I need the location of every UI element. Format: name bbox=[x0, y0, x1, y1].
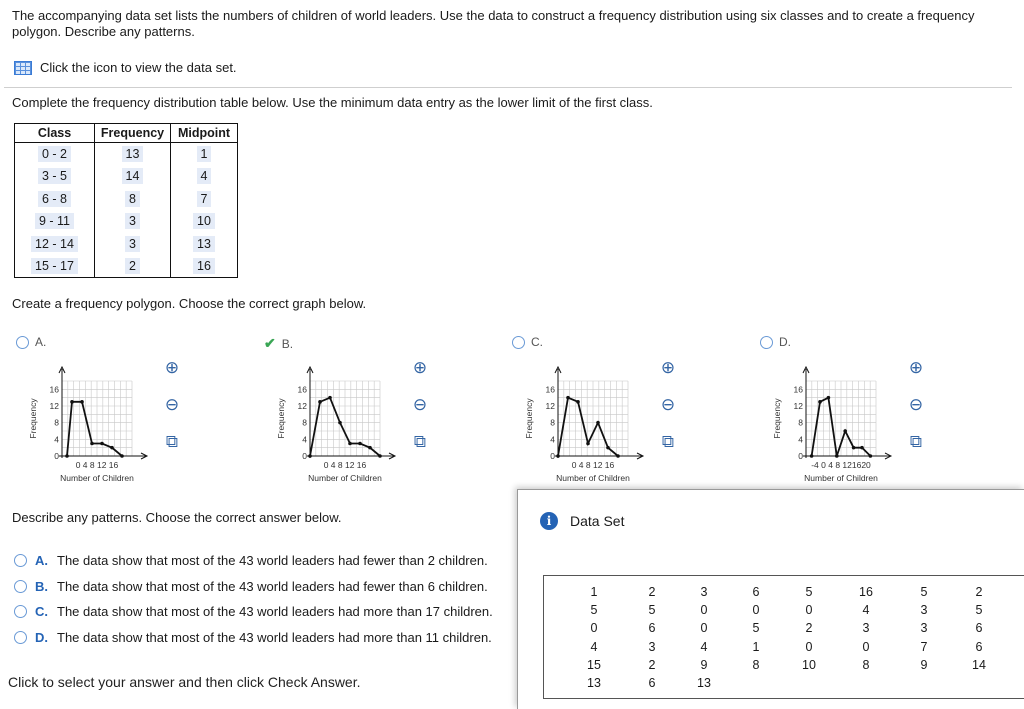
radio-button[interactable] bbox=[512, 336, 525, 349]
cell-value: 10 bbox=[193, 213, 215, 229]
data-column bbox=[848, 583, 884, 692]
polygon-point bbox=[835, 454, 839, 458]
polygon-point bbox=[110, 446, 114, 450]
polygon-point bbox=[65, 454, 69, 458]
data-value: 2 bbox=[975, 585, 983, 599]
zoom-out-icon[interactable]: ⊖ bbox=[908, 395, 924, 414]
table-cell-class bbox=[15, 233, 95, 256]
cell-value: 15 - 17 bbox=[31, 258, 78, 274]
y-tick-label: 12 bbox=[297, 401, 307, 411]
data-value: 6 bbox=[975, 621, 983, 636]
view-dataset-link[interactable] bbox=[14, 60, 237, 75]
table-row bbox=[15, 210, 238, 233]
y-tick-label: 0 bbox=[798, 451, 803, 461]
cell-value: 2 bbox=[125, 258, 140, 274]
data-value bbox=[961, 674, 997, 692]
zoom-in-icon[interactable]: ⊕ bbox=[660, 358, 676, 377]
data-value: 9 bbox=[920, 657, 928, 672]
data-value: 0 bbox=[862, 639, 870, 654]
answer-letter: D. bbox=[35, 629, 48, 645]
table-cell-class bbox=[15, 255, 95, 278]
answer-choices bbox=[14, 548, 493, 650]
y-tick-label: 16 bbox=[49, 384, 59, 395]
y-tick-label: 0 bbox=[550, 451, 555, 461]
table-cell-freq[interactable] bbox=[95, 233, 171, 256]
data-value: 5 bbox=[975, 603, 983, 618]
y-tick-label: 8 bbox=[550, 417, 555, 428]
polygon-point bbox=[120, 454, 124, 458]
data-value: 16 bbox=[859, 585, 873, 599]
data-value: 4 bbox=[862, 603, 870, 618]
data-value: 13 bbox=[587, 675, 601, 690]
cell-value: 3 bbox=[125, 213, 140, 229]
radio-button[interactable] bbox=[14, 631, 27, 644]
cell-value: 0 - 2 bbox=[38, 146, 71, 162]
graph-option-a[interactable] bbox=[16, 335, 46, 349]
cell-value: 12 - 14 bbox=[31, 236, 78, 252]
data-column bbox=[906, 583, 942, 692]
table-row bbox=[15, 143, 238, 166]
answer-text: The data show that most of the 43 world leaders had fewer than 6 children. bbox=[57, 578, 488, 594]
radio-button[interactable] bbox=[760, 336, 773, 349]
table-cell-mid[interactable] bbox=[171, 210, 238, 233]
answer-text: The data show that most of the 43 world leaders had fewer than 2 children. bbox=[57, 553, 488, 569]
zoom-out-icon[interactable]: ⊖ bbox=[412, 395, 428, 414]
answer-text: The data show that most of the 43 world leaders had more than 11 children. bbox=[57, 629, 492, 645]
y-tick-label: 0 bbox=[302, 451, 307, 461]
option-letter: C. bbox=[531, 335, 543, 349]
table-cell-freq[interactable] bbox=[95, 210, 171, 233]
data-value: 5 bbox=[752, 621, 760, 636]
header-frequency: Frequency bbox=[95, 124, 171, 143]
y-tick-label: 8 bbox=[54, 417, 59, 428]
table-cell-class bbox=[15, 210, 95, 233]
answer-option-d[interactable] bbox=[14, 625, 493, 651]
data-value bbox=[738, 674, 774, 692]
cell-value: 4 bbox=[197, 168, 212, 184]
data-value: 5 bbox=[805, 585, 813, 599]
open-new-window-icon[interactable]: ⧉ bbox=[165, 432, 179, 451]
table-row bbox=[15, 165, 238, 188]
x-tick-labels: -4 0 4 8 121620 bbox=[811, 460, 871, 470]
cell-value: 14 bbox=[122, 168, 144, 184]
polygon-point bbox=[348, 442, 352, 446]
answer-text: The data show that most of the 43 world leaders had more than 17 children. bbox=[57, 604, 493, 620]
data-value: 3 bbox=[862, 621, 870, 636]
polygon-point bbox=[810, 454, 814, 458]
x-axis-label: Number of Children bbox=[60, 473, 134, 483]
data-value: 6 bbox=[648, 675, 656, 690]
answer-letter: B. bbox=[35, 578, 48, 594]
polygon-point bbox=[586, 442, 590, 446]
footer-instruction: Click to select your answer and then click Check Answer. bbox=[8, 674, 361, 690]
polygon-point bbox=[596, 421, 600, 425]
data-value: 0 bbox=[700, 603, 708, 618]
table-cell-freq[interactable] bbox=[95, 143, 171, 166]
data-value: 8 bbox=[752, 657, 760, 672]
cell-value: 7 bbox=[197, 191, 212, 207]
y-tick-label: 12 bbox=[545, 401, 555, 411]
y-axis-label: Frequency bbox=[772, 398, 782, 439]
polygon-point bbox=[818, 400, 822, 404]
y-tick-label: 12 bbox=[49, 401, 59, 411]
data-value: 1 bbox=[590, 585, 598, 599]
data-value: 4 bbox=[590, 639, 598, 654]
table-cell-freq[interactable] bbox=[95, 165, 171, 188]
x-axis-label: Number of Children bbox=[556, 473, 630, 483]
cell-value: 13 bbox=[122, 146, 144, 162]
graph-option-d[interactable] bbox=[760, 335, 791, 349]
data-value: 8 bbox=[862, 657, 870, 672]
y-axis-label: Frequency bbox=[28, 398, 38, 439]
open-new-window-icon[interactable]: ⧉ bbox=[661, 432, 675, 451]
data-value: 3 bbox=[920, 603, 928, 618]
data-value: 3 bbox=[920, 621, 928, 636]
polygon-point bbox=[358, 442, 362, 446]
data-value: 2 bbox=[648, 657, 656, 672]
polygon-point bbox=[616, 454, 620, 458]
data-value: 6 bbox=[752, 585, 760, 599]
cell-value: 16 bbox=[193, 258, 215, 274]
open-new-window-icon[interactable]: ⧉ bbox=[909, 432, 923, 451]
open-new-window-icon[interactable]: ⧉ bbox=[413, 432, 427, 451]
data-value: 3 bbox=[648, 639, 656, 654]
dataset-link-label: Click the icon to view the data set. bbox=[40, 60, 237, 75]
table-cell-mid[interactable] bbox=[171, 255, 238, 278]
y-tick-label: 4 bbox=[798, 434, 803, 445]
cell-value: 9 - 11 bbox=[35, 213, 74, 229]
check-icon[interactable]: ✔ bbox=[264, 335, 276, 351]
header-midpoint: Midpoint bbox=[171, 124, 238, 143]
y-tick-label: 4 bbox=[302, 434, 307, 445]
data-value: 2 bbox=[648, 585, 656, 599]
x-axis-label: Number of Children bbox=[804, 473, 878, 483]
radio-button[interactable] bbox=[14, 605, 27, 618]
polygon-point bbox=[566, 396, 570, 400]
frequency-polygon-graph bbox=[270, 358, 420, 488]
data-column bbox=[791, 583, 827, 692]
y-tick-label: 8 bbox=[798, 417, 803, 428]
x-tick-labels: 0 4 8 12 16 bbox=[75, 460, 119, 470]
question-text: The accompanying data set lists the numbers of children of world leaders. Use the data to construct a frequency distribution using six classes and to create a frequency polygon. Describe any patterns. bbox=[12, 8, 975, 39]
polygon-point bbox=[368, 446, 372, 450]
data-value: 4 bbox=[700, 639, 708, 654]
data-value: 1 bbox=[752, 639, 760, 654]
graph-option-b[interactable] bbox=[264, 335, 293, 352]
polygon-point bbox=[100, 442, 104, 446]
dataset-popup-header bbox=[540, 512, 624, 530]
info-icon: i bbox=[540, 512, 558, 530]
option-letter: A. bbox=[35, 335, 47, 349]
data-column bbox=[576, 583, 612, 692]
data-value: 15 bbox=[587, 657, 601, 672]
cell-value: 13 bbox=[193, 236, 215, 252]
data-table-icon[interactable] bbox=[14, 61, 32, 75]
polygon-point bbox=[80, 400, 84, 404]
cell-value: 3 bbox=[125, 236, 140, 252]
table-cell-mid[interactable] bbox=[171, 233, 238, 256]
data-value: 0 bbox=[752, 603, 760, 618]
instruction-text: Complete the frequency distribution table below. Use the minimum data entry as the lower limit of the first class. bbox=[12, 95, 653, 110]
data-value bbox=[791, 674, 827, 692]
table-cell-mid[interactable] bbox=[171, 165, 238, 188]
y-tick-label: 0 bbox=[54, 451, 59, 461]
dataset-values bbox=[543, 575, 1024, 699]
data-value: 0 bbox=[805, 639, 813, 654]
data-value: 6 bbox=[648, 621, 656, 636]
data-value: 9 bbox=[700, 657, 708, 672]
polygon-point bbox=[308, 454, 312, 458]
table-cell-class bbox=[15, 165, 95, 188]
graph-option-c[interactable] bbox=[512, 335, 543, 349]
polygon-point bbox=[70, 400, 74, 404]
polygon-point bbox=[328, 396, 332, 400]
zoom-out-icon[interactable]: ⊖ bbox=[660, 395, 676, 414]
table-cell-mid[interactable] bbox=[171, 143, 238, 166]
table-row bbox=[15, 233, 238, 256]
option-letter: B. bbox=[281, 336, 294, 351]
data-value: 14 bbox=[972, 657, 986, 672]
y-axis-label: Frequency bbox=[276, 398, 286, 439]
zoom-in-icon[interactable]: ⊕ bbox=[908, 358, 924, 377]
table-row bbox=[15, 255, 238, 278]
polygon-point bbox=[843, 429, 847, 433]
radio-button[interactable] bbox=[14, 554, 27, 567]
answer-letter: A. bbox=[35, 553, 48, 569]
cell-value: 8 bbox=[125, 191, 140, 207]
cell-value: 1 bbox=[197, 146, 212, 162]
polygon-point bbox=[606, 446, 610, 450]
polygon-point bbox=[378, 454, 382, 458]
header-class: Class bbox=[15, 124, 95, 143]
data-value: 6 bbox=[975, 639, 983, 654]
frequency-polygon-graph bbox=[22, 358, 172, 488]
frequency-table bbox=[14, 123, 238, 278]
polygon-point bbox=[852, 446, 856, 450]
x-tick-labels: 0 4 8 12 16 bbox=[571, 460, 615, 470]
describe-prompt: Describe any patterns. Choose the correct answer below. bbox=[12, 510, 342, 525]
answer-letter: C. bbox=[35, 604, 48, 620]
table-cell-mid[interactable] bbox=[171, 188, 238, 211]
dataset-popup-title: Data Set bbox=[570, 513, 625, 529]
data-column bbox=[961, 583, 997, 692]
table-cell-class bbox=[15, 143, 95, 166]
data-value: 13 bbox=[697, 675, 711, 690]
data-value: 0 bbox=[590, 621, 598, 636]
y-tick-label: 4 bbox=[550, 434, 555, 445]
y-tick-label: 8 bbox=[302, 417, 307, 428]
data-value: 5 bbox=[920, 585, 928, 599]
polygon-point bbox=[318, 400, 322, 404]
polygon-point bbox=[90, 442, 94, 446]
data-value: 3 bbox=[700, 585, 708, 599]
data-value bbox=[906, 674, 942, 692]
polygon-point bbox=[860, 446, 864, 450]
data-value: 0 bbox=[805, 603, 813, 618]
table-row bbox=[15, 188, 238, 211]
x-tick-labels: 0 4 8 12 16 bbox=[323, 460, 367, 470]
cell-value: 6 - 8 bbox=[38, 191, 71, 207]
data-value: 7 bbox=[920, 639, 928, 654]
table-cell-class bbox=[15, 188, 95, 211]
data-value: 2 bbox=[805, 621, 813, 636]
answer-option-b[interactable] bbox=[14, 574, 493, 600]
data-value bbox=[848, 674, 884, 692]
radio-button[interactable] bbox=[14, 580, 27, 593]
zoom-in-icon[interactable]: ⊕ bbox=[164, 358, 180, 377]
frequency-polygon-graph bbox=[518, 358, 668, 488]
y-tick-label: 16 bbox=[545, 384, 555, 395]
dataset-popup[interactable] bbox=[517, 489, 1024, 709]
data-column bbox=[634, 583, 670, 692]
data-value: 10 bbox=[802, 657, 816, 672]
divider bbox=[4, 87, 1012, 88]
cell-value: 3 - 5 bbox=[38, 168, 71, 184]
data-column bbox=[738, 583, 774, 692]
polygon-point bbox=[556, 454, 560, 458]
data-column bbox=[686, 583, 722, 692]
polygon-point bbox=[576, 400, 580, 404]
table-cell-freq[interactable] bbox=[95, 188, 171, 211]
polygon-prompt: Create a frequency polygon. Choose the correct graph below. bbox=[12, 296, 367, 311]
answer-option-c[interactable] bbox=[14, 599, 493, 625]
y-axis-label: Frequency bbox=[524, 398, 534, 439]
polygon-point bbox=[869, 454, 873, 458]
data-value: 0 bbox=[700, 621, 708, 636]
y-tick-label: 4 bbox=[54, 434, 59, 445]
polygon-point bbox=[338, 421, 342, 425]
y-tick-label: 16 bbox=[297, 384, 307, 395]
option-letter: D. bbox=[779, 335, 791, 349]
zoom-in-icon[interactable]: ⊕ bbox=[412, 358, 428, 377]
x-axis-label: Number of Children bbox=[308, 473, 382, 483]
answer-option-a[interactable] bbox=[14, 548, 493, 574]
data-value: 5 bbox=[648, 603, 656, 618]
polygon-point bbox=[827, 396, 831, 400]
y-tick-label: 16 bbox=[793, 384, 803, 395]
radio-button[interactable] bbox=[16, 336, 29, 349]
table-cell-freq[interactable] bbox=[95, 255, 171, 278]
zoom-out-icon[interactable]: ⊖ bbox=[164, 395, 180, 414]
data-value: 5 bbox=[590, 603, 598, 618]
y-tick-label: 12 bbox=[793, 401, 803, 411]
frequency-polygon-graph bbox=[766, 358, 916, 488]
